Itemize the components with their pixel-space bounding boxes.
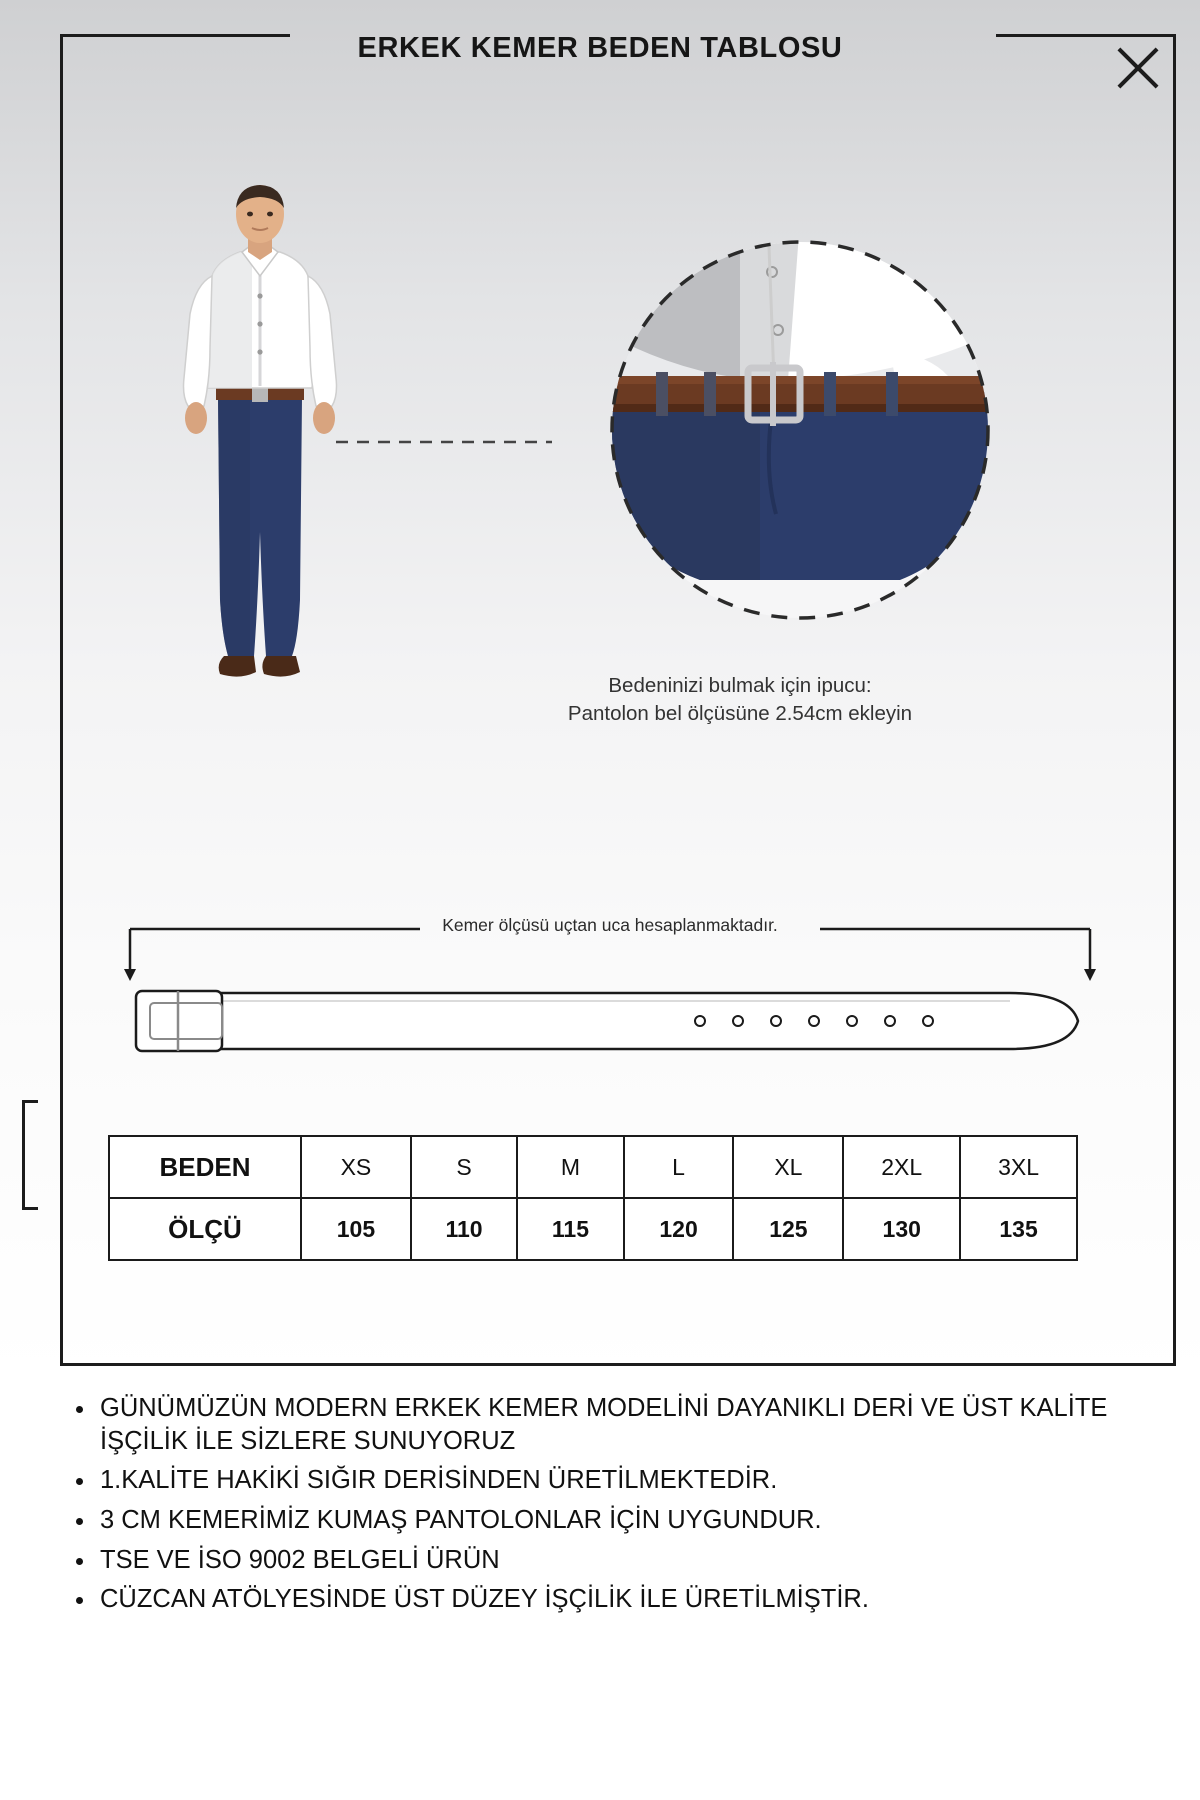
man-figure xyxy=(184,185,337,677)
list-item: GÜNÜMÜZÜN MODERN ERKEK KEMER MODELİNİ DAYANIKLI DERİ VE ÜST KALİTE İŞÇİLİK İLE SİZLERE SUNUYORUZ xyxy=(76,1392,1200,1457)
belt-diagram xyxy=(120,915,1100,1065)
frame-line-left xyxy=(60,34,63,1364)
measure-cell-3xl: 135 xyxy=(960,1198,1077,1260)
measure-cell-m: 115 xyxy=(517,1198,623,1260)
measure-cell-l: 120 xyxy=(624,1198,734,1260)
list-item: CÜZCAN ATÖLYESİNDE ÜST DÜZEY İŞÇİLİK İLE ÜRETİLMİŞTİR. xyxy=(76,1583,1200,1616)
size-cell-xs: XS xyxy=(301,1136,411,1198)
measure-cell-xl: 125 xyxy=(733,1198,843,1260)
size-hint xyxy=(480,672,1000,727)
list-item: 1.KALİTE HAKİKİ SIĞIR DERİSİNDEN ÜRETİLMEKTEDİR. xyxy=(76,1464,1200,1497)
table-row-sizes xyxy=(109,1136,1077,1198)
size-cell-2xl: 2XL xyxy=(843,1136,960,1198)
size-cell-xl: XL xyxy=(733,1136,843,1198)
measure-tick-left xyxy=(22,1100,25,1210)
size-hint-line-2: Pantolon bel ölçüsüne 2.54cm ekleyin xyxy=(567,701,913,725)
frame-line-bottom xyxy=(60,1363,1176,1366)
belt-measure-caption: Kemer ölçüsü uçtan uca hesaplanmaktadır. xyxy=(442,915,778,935)
product-features xyxy=(0,1392,1200,1623)
belt-zoom-circle xyxy=(594,220,1000,618)
list-item: 3 CM KEMERİMİZ KUMAŞ PANTOLONLAR İÇİN UYGUNDUR. xyxy=(76,1504,1200,1537)
size-hint-line-1: Bedeninizi bulmak için ipucu: xyxy=(608,674,872,697)
measure-cell-s: 110 xyxy=(411,1198,517,1260)
illustration xyxy=(100,180,1120,700)
measure-cell-xs: 105 xyxy=(301,1198,411,1260)
page-title: ERKEK KEMER BEDEN TABLOSU xyxy=(357,32,843,64)
row-label-olcu: ÖLÇÜ xyxy=(109,1198,301,1260)
size-cell-m: M xyxy=(517,1136,623,1198)
row-label-beden: BEDEN xyxy=(109,1136,301,1198)
size-cell-s: S xyxy=(411,1136,517,1198)
table-row-measures xyxy=(109,1198,1077,1260)
list-item: TSE VE İSO 9002 BELGELİ ÜRÜN xyxy=(76,1544,1200,1577)
size-table xyxy=(108,1135,1078,1261)
size-cell-l: L xyxy=(624,1136,734,1198)
frame-line-right xyxy=(1173,34,1176,1364)
size-cell-3xl: 3XL xyxy=(960,1136,1077,1198)
measure-cell-2xl: 130 xyxy=(843,1198,960,1260)
close-x-icon[interactable] xyxy=(1112,42,1164,94)
